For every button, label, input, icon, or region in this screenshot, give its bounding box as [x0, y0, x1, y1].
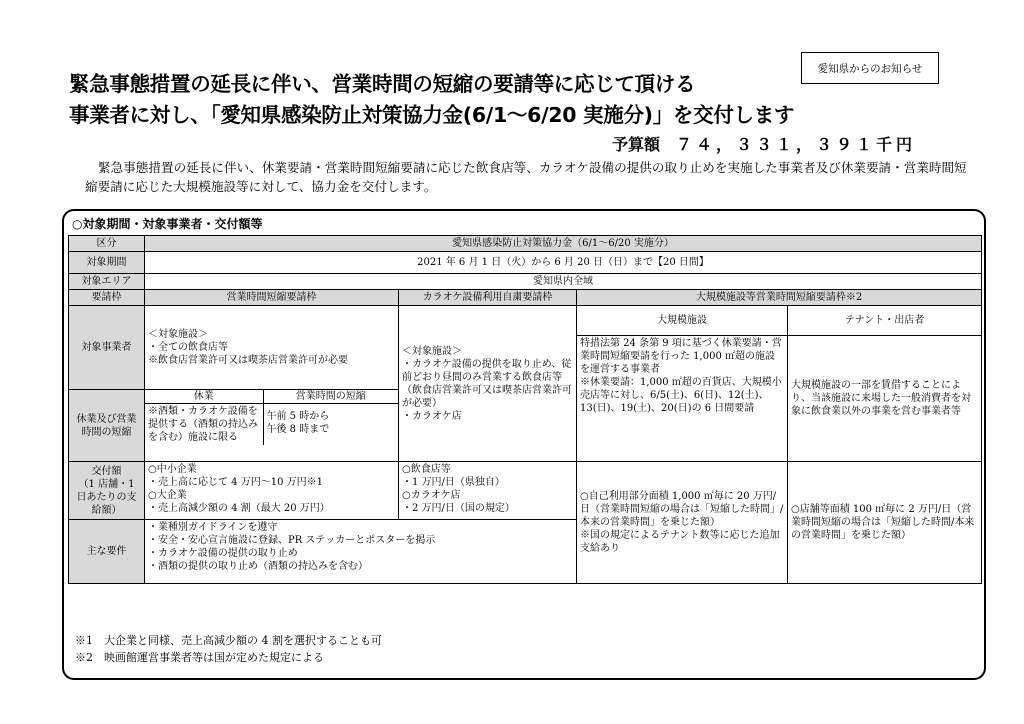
period-label: 対象期間: [69, 252, 145, 274]
req-col1: 営業時間短縮要請枠: [145, 290, 399, 306]
tenant-label: テナント・出店者: [788, 306, 982, 336]
amount-label: 交付額 （1 店舗・1 日あたりの支給額）: [69, 462, 145, 520]
budget-label: 予算額: [612, 135, 661, 154]
large-facility-label: 大規模施設: [577, 306, 788, 336]
amount-col1: ○中小企業 ・売上高に応じて 4 万円～10 万円※1 ○大企業 ・売上高減少額の 4 割（最大 20 万円）: [145, 462, 399, 520]
biz-col3: 特措法第 24 条第 9 項に基づく休業要請・営業時間短縮要請を行った 1,000 ㎡超の施設を運営する事業者 ※休業要請：1,000 ㎡超の百貨店、大規模小売店等に対し、6/5(土)、6(日)、12(土)、13(日)、19(土)、20(日)の 6 日間要請: [577, 336, 788, 462]
notice-box: 愛知県からのお知らせ: [801, 52, 939, 84]
biz-label: 対象事業者: [69, 306, 145, 390]
area-value: 愛知県内全域: [145, 274, 982, 290]
area-label: 対象エリア: [69, 274, 145, 290]
req-label: 要請枠: [69, 290, 145, 306]
shorten-text: 午前 5 時から 午後 8 時まで: [263, 404, 398, 446]
amount-col4: ○店舗等面積 100 ㎡毎に 2 万円/日（営業時間短縮の場合は「短縮した時間/本来の営業時間」を乗じた額）: [788, 462, 982, 584]
main-text: ・業種別ガイドラインを遵守 ・安全・安心宣言施設に登録、PR ステッカーとポスターを掲示 ・カラオケ設備の提供の取り止め ・酒類の提供の取り止め（酒類の持込みを含む）: [145, 520, 577, 584]
hours-cell: [145, 390, 399, 462]
hours-inner: [145, 390, 398, 445]
req-col3: 大規模施設等営業時間短縮要請枠※2: [577, 290, 982, 306]
page-title-line1: 緊急事態措置の延長に伴い、営業時間の短縮の要請等に応じて頂ける: [69, 72, 696, 96]
budget: [612, 132, 916, 155]
main-label: 主な要件: [69, 520, 145, 584]
closure-label: 休業: [145, 390, 263, 404]
shorten-label: 営業時間の短縮: [263, 390, 398, 404]
amount-col3: ○自己利用部分面積 1,000 ㎡毎に 20 万円/日（営業時間短縮の場合は「短縮した時間」/本来の営業時間」を乗じた額） ※国の規定によるテナント数等に応じた追加支給あり: [577, 462, 788, 584]
biz-col2: ＜対象施設＞ ・カラオケ設備の提供を取り止め、従前どおり昼間のみ営業する飲食店等（飲食店営業許可又は喫茶店営業許可が必要） ・カラオケ店: [399, 306, 577, 462]
kubun-label: 区分: [69, 236, 145, 252]
kubun-value: 愛知県感染防止対策協力金（6/1～6/20 実施分）: [145, 236, 982, 252]
period-value: 2021 年 6 月 1 日（火）から 6 月 20 日（日）まで【20 日間】: [145, 252, 982, 274]
biz-col1: ＜対象施設＞ ・全ての飲食店等 ※飲食店営業許可又は喫茶店営業許可が必要: [145, 306, 399, 390]
amount-col2: ○飲食店等 ・1 万円/日（県独自） ○カラオケ店 ・2 万円/日（国の規定）: [399, 462, 577, 520]
footnote-2: ※2 映画館運営事業者等は国が定めた規定による: [75, 651, 324, 664]
footnote-1: ※1 大企業と同様、売上高減少額の 4 割を選択することも可: [75, 634, 382, 647]
req-col2: カラオケ設備利用自粛要請枠: [399, 290, 577, 306]
biz-col4: 大規模施設の一部を賃借することにより、当該施設に来場した一般消費者を対象に飲食業以外の事業を営む事業者等: [788, 336, 982, 462]
subsidy-table: [68, 235, 982, 584]
intro-paragraph: 緊急事態措置の延長に伴い、休業要請・営業時間短縮要請に応じた飲食店等、カラオケ設備の提供の取り止めを実施した事業者及び休業要請・営業時間短縮要請に応じた大規模施設等に対して、協力金を交付します。: [85, 160, 967, 194]
page-title-line2: 事業者に対し、「愛知県感染防止対策協力金(6/1～6/20 実施分)」を交付します: [69, 103, 795, 127]
budget-amount: ７４，３３１，３９１千円: [676, 135, 917, 154]
closure-text: ※酒類・カラオケ設備を提供する（酒類の持込みを含む）施設に限る: [148, 406, 258, 443]
hours-label: 休業及び営業時間の短縮: [69, 390, 145, 462]
section-title: ○対象期間・対象事業者・交付額等: [72, 217, 263, 231]
